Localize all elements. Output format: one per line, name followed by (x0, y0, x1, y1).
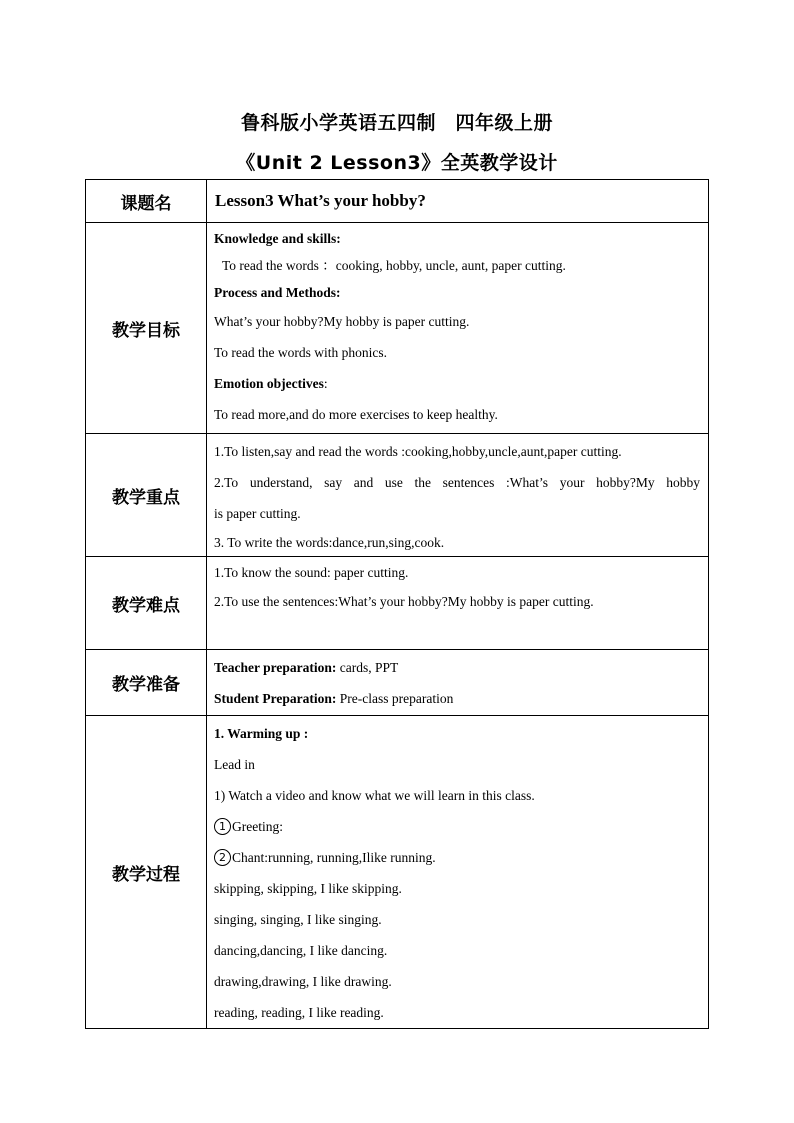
process-label: 教学过程 (86, 716, 207, 1029)
process-cell (207, 716, 709, 1029)
chant-line-3: dancing,dancing, I like dancing. (214, 943, 388, 958)
knowledge-text: To read the words ：cooking, hobby, uncle, aunt, paper cutting. (222, 258, 566, 273)
chant-line-5: reading, reading, I like reading. (214, 1005, 384, 1020)
document-title: 鲁科版小学英语五四制 四年级上册 (240, 112, 553, 134)
emotion-text: To read more,and do more exercises to keep healthy. (214, 407, 498, 422)
step-1: 1) Watch a video and know what we will learn in this class. (214, 788, 535, 803)
greeting-text: Greeting: (232, 819, 283, 834)
knowledge-heading: Knowledge and skills: (214, 231, 341, 246)
circled-number-1: 1 (214, 818, 231, 835)
key-points-label: 教学重点 (86, 434, 207, 557)
process-line-1: What’s your hobby?My hobby is paper cutting. (214, 314, 470, 329)
process-row (86, 716, 709, 1029)
emotion-heading: Emotion objectives (214, 376, 324, 391)
key-point-3: 3. To write the words:dance,run,sing,cook. (214, 535, 445, 550)
key-point-2-cont: is paper cutting. (214, 506, 301, 521)
difficulty-1: 1.To know the sound: paper cutting. (214, 565, 409, 580)
key-point-1: 1.To listen,say and read the words :cooking,hobby,uncle,aunt,paper cutting. (214, 444, 622, 459)
teacher-preparation (214, 652, 700, 683)
emotion-colon: : (323, 376, 328, 391)
topic-label: 课题名 (86, 180, 207, 223)
chant-line (214, 842, 700, 873)
teacher-prep-heading: Teacher preparation: (214, 660, 337, 675)
chant-line-4: drawing,drawing, I like drawing. (214, 974, 392, 989)
key-point-2: 2.To understand, say and use the sentences :What’s your hobby?My hobby (214, 475, 700, 490)
chant-text: Chant:running, running,Ilike running. (232, 850, 436, 865)
key-points-row (86, 434, 709, 557)
teacher-prep-text: cards, PPT (336, 660, 399, 675)
student-prep-heading: Student Preparation: (214, 691, 337, 706)
emotion-heading-line (214, 368, 700, 399)
difficulties-label: 教学难点 (86, 557, 207, 650)
document-subtitle: 《Unit 2 Lesson3》全英教学设计 (236, 152, 558, 174)
objectives-label: 教学目标 (86, 223, 207, 434)
preparation-cell (207, 650, 709, 716)
student-preparation (214, 683, 700, 714)
preparation-row (86, 650, 709, 716)
warming-up-heading: 1. Warming up : (214, 726, 309, 741)
preparation-label: 教学准备 (86, 650, 207, 716)
process-line-2: To read the words with phonics. (214, 345, 388, 360)
chant-line-2: singing, singing, I like singing. (214, 912, 382, 927)
lesson-title: Lesson3 What’s your hobby? (215, 191, 426, 210)
objectives-cell (207, 223, 709, 434)
lead-in: Lead in (214, 757, 255, 772)
greeting-line (214, 811, 700, 842)
topic-row (86, 180, 709, 223)
circled-number-2: 2 (214, 849, 231, 866)
difficulties-cell (207, 557, 709, 650)
chant-line-1: skipping, skipping, I like skipping. (214, 881, 402, 896)
lesson-plan-table (85, 179, 709, 1029)
key-points-cell (207, 434, 709, 557)
difficulty-2: 2.To use the sentences:What’s your hobby?My hobby is paper cutting. (214, 594, 594, 609)
topic-cell (207, 180, 709, 223)
objectives-row (86, 223, 709, 434)
process-heading: Process and Methods: (214, 285, 341, 300)
difficulties-row (86, 557, 709, 650)
student-prep-text: Pre-class preparation (336, 691, 454, 706)
